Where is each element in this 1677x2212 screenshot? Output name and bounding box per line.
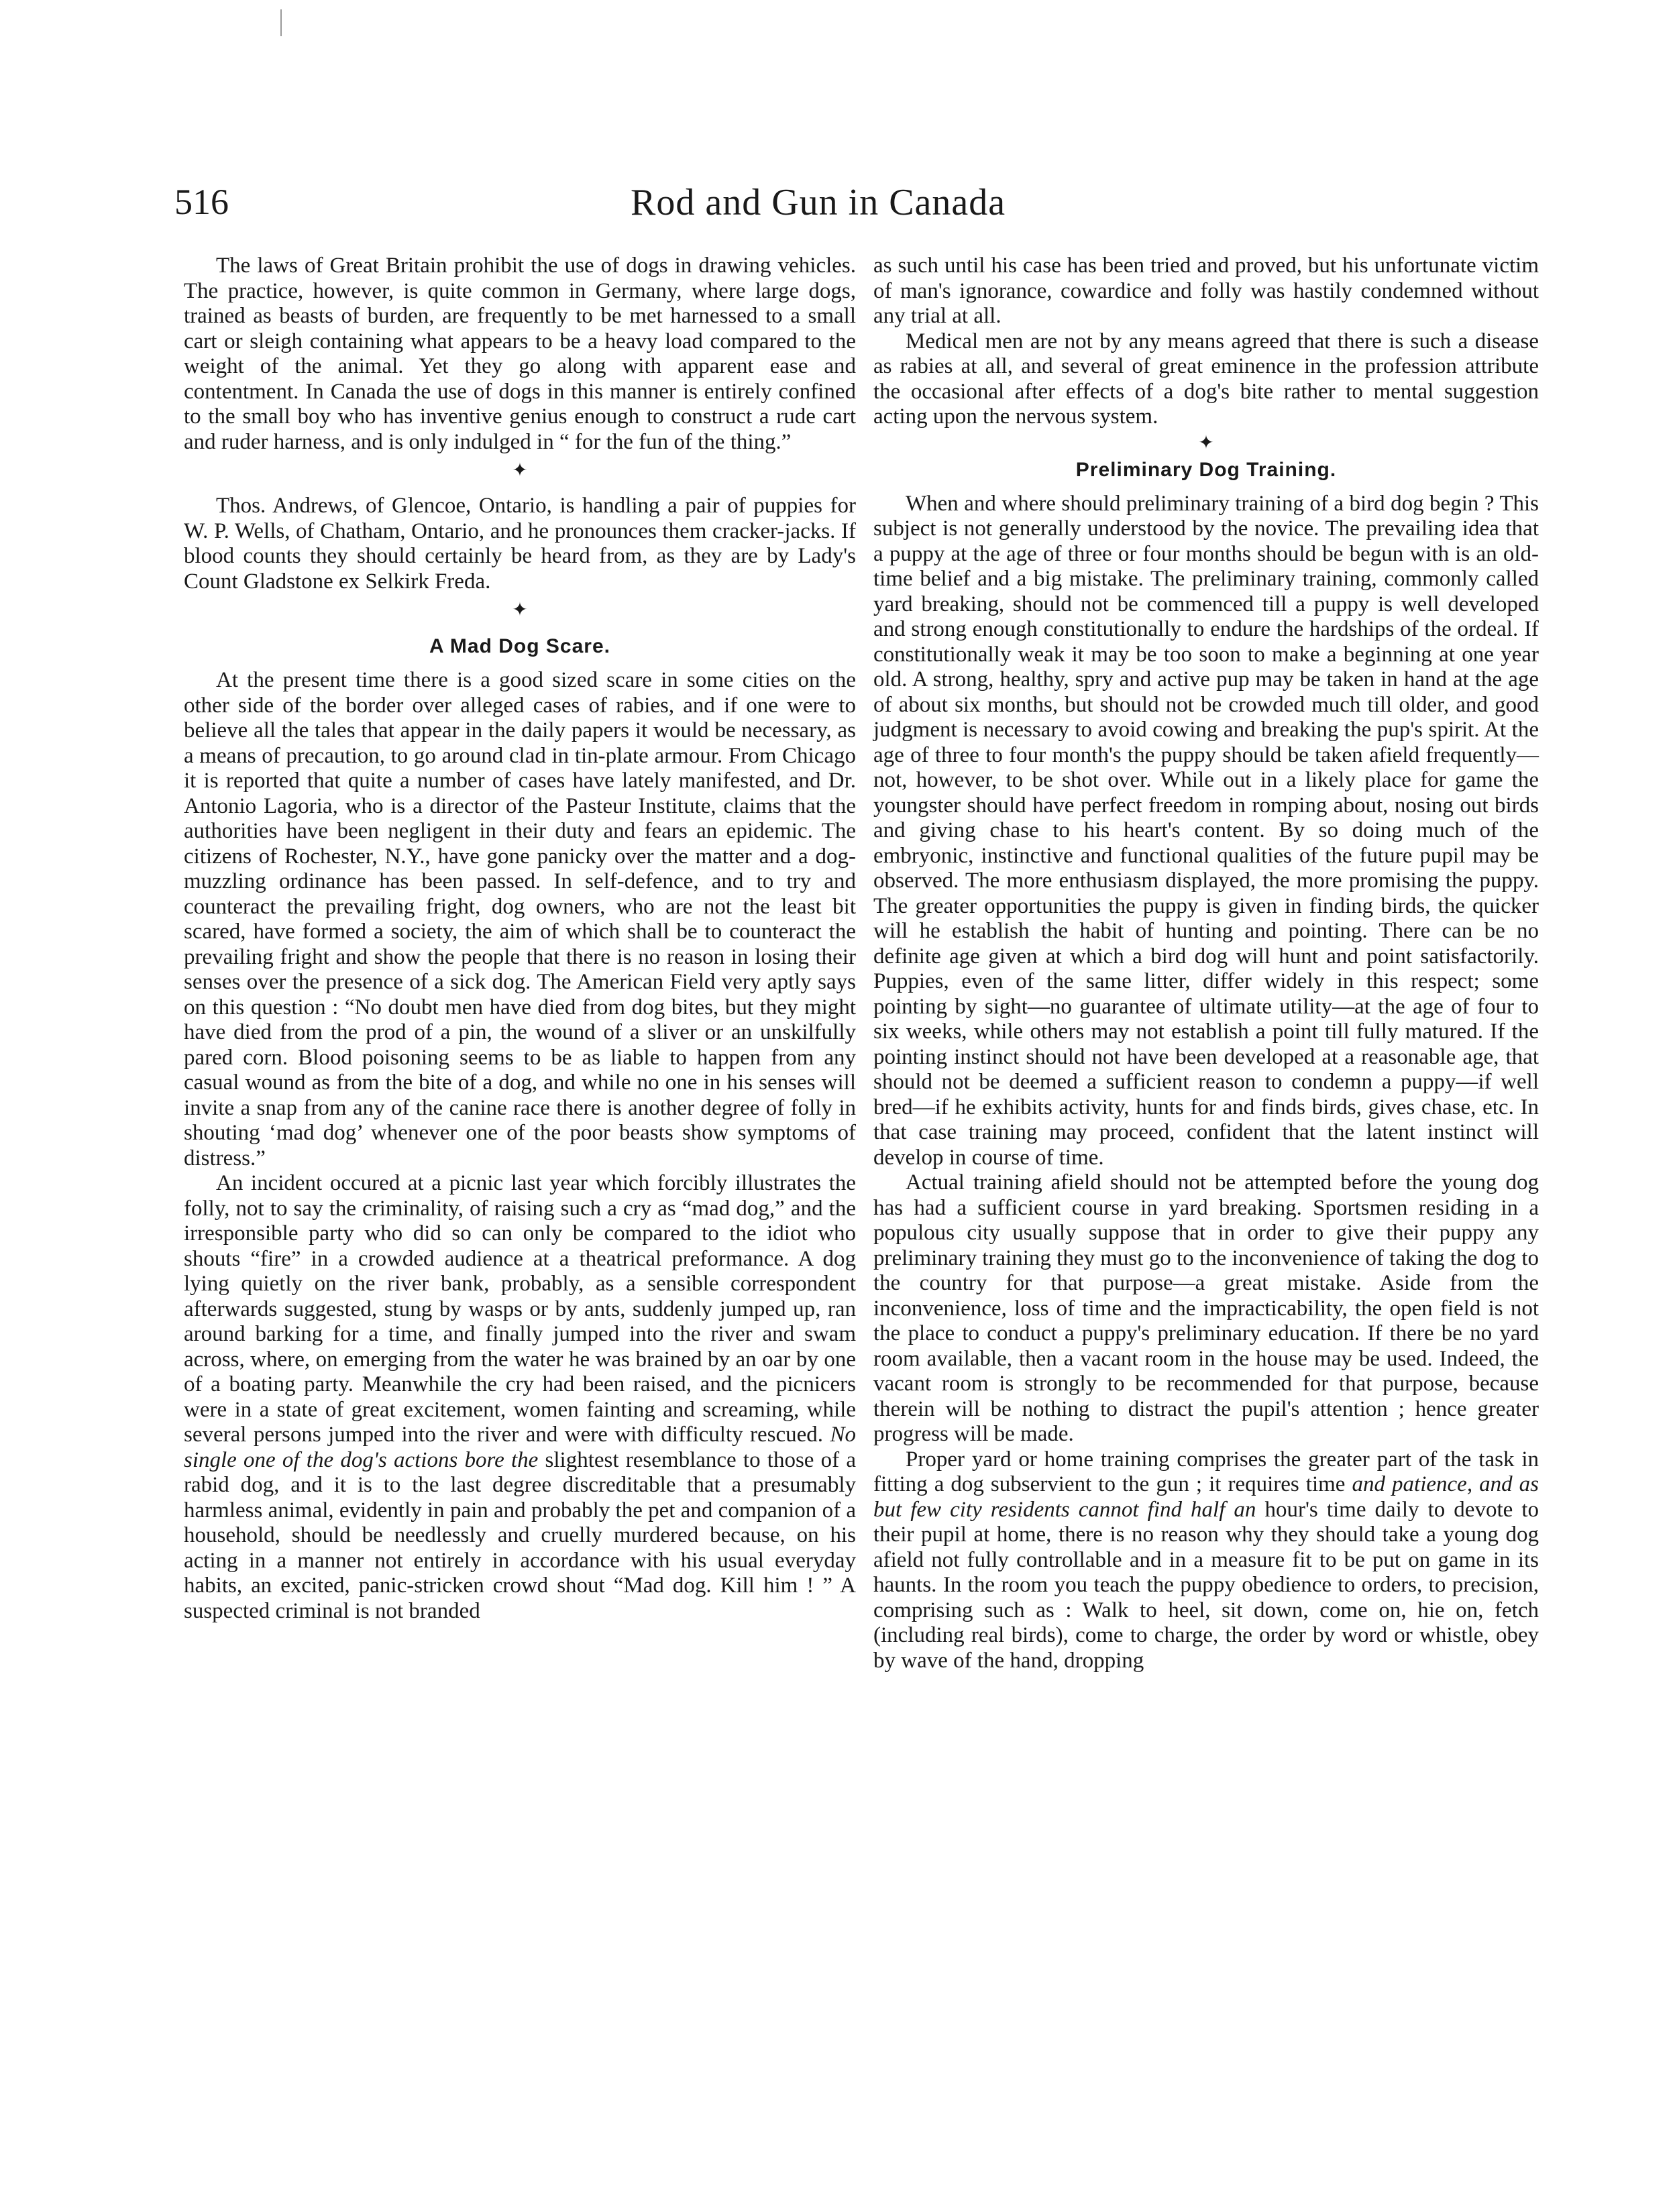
paragraph-dog-laws: The laws of Great Britain prohibit the use of dogs in drawing vehicles. The practice, however, is quite common in Germany, where large dogs, trained as beasts of burden, are frequently to be met harnessed to a small cart or sleigh containing what appears to be a heavy load compared to the weight of the animal. Yet they go along with apparent ease and contentment. In Canada the use of dogs in this manner is entirely confined to the small boy who has inventive genius enough to construct a rude cart and ruder harness, and is only indulged in “ for the fun of the thing.” bbox=[184, 254, 856, 454]
right-column bbox=[873, 254, 1539, 1673]
page-number: 516 bbox=[174, 182, 229, 222]
separator-ornament: ✦ bbox=[1198, 432, 1214, 453]
page-header bbox=[174, 181, 1550, 235]
paragraph-andrews-puppies: Thos. Andrews, of Glencoe, Ontario, is handling a pair of puppies for W. P. Wells, of Chatham, Ontario, and he pronounces them cracker-jacks. If blood counts they should certainly be heard from, as they are by Lady's Count Gladstone ex Selkirk Freda. bbox=[184, 494, 856, 594]
incident-text-rest: slightest resemblance to those of a rabid dog, and it is to the last degree discreditable that a presumably harmless animal, evidently in pain and probably the pet and companion of a household, should be needlessly and cruelly murdered because, on his acting in a manner not entirely in accordance with his usual everyday habits, an excited, panic-stricken crowd shout “Mad dog. Kill him ! ” A suspected criminal is not branded bbox=[184, 1447, 857, 1623]
paragraph-branded-continued: as such until his case has been tried and proved, but his unfortunate victim of man's ignorance, cowardice and folly was hastily condemned without any trial at all. bbox=[873, 254, 1539, 328]
left-column bbox=[184, 254, 856, 1624]
scan-mark bbox=[280, 9, 282, 36]
incident-text: An incident occured at a picnic last year which forcibly illustrates the folly, not to say the criminality, of raising such a cry as “mad dog,” and the irresponsible party who did so can only be compared to the idiot who shouts “fire” in a crowded audience at a theatrical preformance. A dog lying quietly on the river bank, probably, as a sensible correspondent afterwards suggested, stung by wasps or by ants, suddenly jumped up, ran around barking for a time, and finally jumped into the river and swam across, where, on emerging from the water he was brained by an oar by one of a boating party. Meanwhile the cry had been raised, and the picnicers were in a state of great excitement, women fainting and screaming, while several persons jumped into the river and were with difficulty rescued. bbox=[184, 1171, 856, 1447]
paragraph-picnic-incident bbox=[184, 1171, 856, 1624]
separator-ornament: ✦ bbox=[512, 600, 528, 620]
paragraph-when-training: When and where should preliminary training of a bird dog begin ? This subject is not generally understood by the novice. The prevailing idea that a puppy at the age of three or four months should be begun with is an old-time belief and a big mistake. The preliminary training, commonly called yard breaking, should not be commenced till a puppy is well developed and strong enough constitutionally to endure the hardships of the ordeal. If constitutionally weak it may be too soon to make a beginning at one year old. A strong, healthy, spry and active pup may be taken in hand at the age of about six months, but should not be crowded much till older, and good judgment is necessary to avoid cowing and breaking the pup's spirit. At the age of three to four month's the puppy should be taken afield frequently—not, however, to be shot over. While out in a likely place for game the youngster should have perfect freedom in romping about, nosing out birds and giving chase to his heart's content. By so doing much of the embryonic, instinctive and functional qualities of the future pupil may be observed. The more enthusiasm displayed, the more promising the puppy. The greater opportunities the puppy is given in finding birds, the quicker will he establish the habit of hunting and pointing. There can be no definite age given at which a bird dog will hunt and point satisfactorily. Puppies, even of the same litter, differ widely in this respect; some pointing by sight—no guarantee of ultimate utility—at the age of four to six weeks, while others may not establish a point till fully matured. If the pointing instinct should not have been developed at a reasonable age, that should not be deemed a sufficient reason to condemn a puppy—if well bred—if he exhibits activity, hunts for and finds birds, gives chase, etc. In that case training may proceed, confident that the latent instinct will develop in course of time. bbox=[873, 491, 1539, 1170]
proper-italic-text: and patience, and as but few city residents cannot find half an bbox=[873, 1472, 1539, 1522]
proper-text-rest: hour's time daily to devote to their pupil at home, there is no reason why they should take a young dog afield not fully controllable and in a measure fit to be put on game in its haunts. In the room you teach the puppy obedience to orders, to precision, comprising such as : Walk to heel, sit down, come on, hie on, fetch (including real birds), come to charge, the order by word or whistle, obey by wave of the hand, dropping bbox=[873, 1497, 1539, 1673]
incident-italic-text: No single one of the dog's actions bore the bbox=[184, 1423, 856, 1472]
running-title: Rod and Gun in Canada bbox=[631, 182, 1006, 223]
paragraph-proper-yard-training bbox=[873, 1447, 1539, 1674]
heading-mad-dog-scare: A Mad Dog Scare. bbox=[429, 635, 610, 657]
separator-ornament: ✦ bbox=[512, 460, 528, 481]
paragraph-medical-men: Medical men are not by any means agreed that there is such a disease as rabies at all, and several of great eminence in the profession attribute the occasional after effects of a dog's bite rather to mental suggestion acting upon the nervous system. bbox=[873, 329, 1539, 429]
proper-text: Proper yard or home training comprises the greater part of the task in fitting a dog subservient to the gun ; it requires time bbox=[873, 1447, 1539, 1496]
heading-preliminary-training: Preliminary Dog Training. bbox=[1075, 458, 1337, 481]
paragraph-rabies-scare: At the present time there is a good sized scare in some cities on the other side of the border over alleged cases of rabies, and if one were to believe all the tales that appear in the daily papers it would be necessary, as a means of precaution, to go around clad in tin-plate armour. From Chicago it is reported that quite a number of cases have lately manifested, and Dr. Antonio Lagoria, who is a director of the Pasteur Institute, claims that the authorities have been negligent in their duty and fears an epidemic. The citizens of Rochester, N.Y., have gone panicky over the matter and a dog-muzzling ordinance has been passed. In self-defence, and to try and counteract the prevailing fright, dog owners, who are not the least bit scared, have formed a society, the aim of which shall be to counteract the prevailing fright and show the people that there is no reason in losing their senses over the presence of a sick dog. The American Field very aptly says on this question : “No doubt men have died from dog bites, but they might have died from the prod of a pin, the wound of a sliver or an unskilfully pared corn. Blood poisoning seems to be as liable to happen from any casual wound as from the bite of a dog, and while no one in his senses will invite a snap from any of the canine race there is another degree of folly in shouting ‘mad dog’ whenever one of the poor beasts show symptoms of distress.” bbox=[184, 668, 856, 1170]
paragraph-actual-training: Actual training afield should not be attempted before the young dog has had a sufficient course in yard breaking. Sportsmen residing in a populous city usually suppose that in order to give their puppy any preliminary training they must go to the inconvenience of taking the dog to the country for that purpose—a great mistake. Aside from the inconvenience, loss of time and the impracticability, the open field is not the place to conduct a puppy's preliminary education. If there be no yard room available, then a vacant room in the house may be used. Indeed, the vacant room is strongly to be recommended for that purpose, because therein will be nothing to distract the pupil's attention ; hence greater progress will be made. bbox=[873, 1170, 1539, 1446]
